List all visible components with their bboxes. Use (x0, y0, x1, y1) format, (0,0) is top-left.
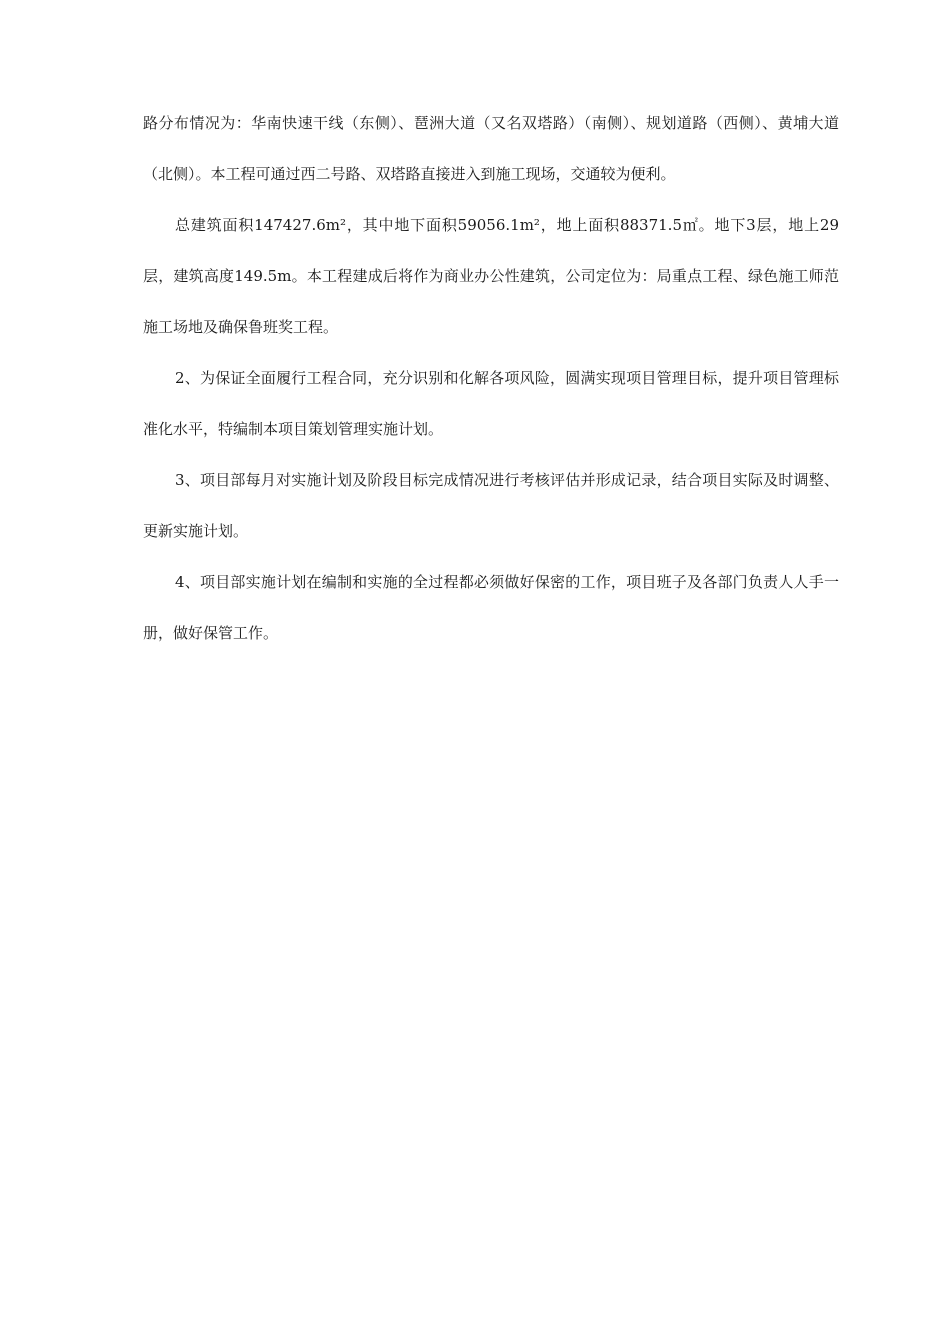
paragraph-item-4: 4、项目部实施计划在编制和实施的全过程都必须做好保密的工作，项目班子及各部门负责人人手一册，做好保管工作。 (143, 573, 839, 642)
paragraph-road-distribution: 路分布情况为：华南快速干线（东侧）、琶洲大道（又名双塔路）（南侧）、规划道路（西侧）、黄埔大道（北侧）。本工程可通过西二号路、双塔路直接进入到施工现场，交通较为便利。 (143, 114, 839, 183)
paragraph-item-2: 2、为保证全面履行工程合同，充分识别和化解各项风险，圆满实现项目管理目标，提升项目管理标准化水平，特编制本项目策划管理实施计划。 (143, 369, 839, 438)
document-body (143, 98, 839, 659)
paragraph-item-3: 3、项目部每月对实施计划及阶段目标完成情况进行考核评估并形成记录，结合项目实际及时调整、更新实施计划。 (143, 471, 839, 540)
paragraph-building-area: 总建筑面积147427.6m²，其中地下面积59056.1m²，地上面积88371.5㎡。地下3层，地上29层，建筑高度149.5m。本工程建成后将作为商业办公性建筑，公司定位为：局重点工程、绿色施工师范施工场地及确保鲁班奖工程。 (143, 216, 839, 336)
